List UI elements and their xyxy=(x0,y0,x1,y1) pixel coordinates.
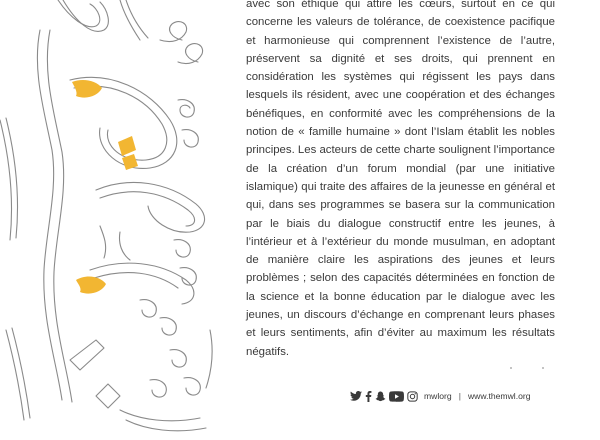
body-paragraph: avec son éthique qui attire les cœurs, surtout en ce qui concerne les valeurs de tolérance, de coexistence pacifique et harmonieuse qui comprennent l’existence de l’autre, préservent sa dignité et ses droits, qui prennent en considération les systèmes qui régissent les pays dans lesquels ils résident, avec une coopération et des échanges bénéfiques, en conformité avec les compréhensions de la notion de « famille humaine » dont l’Islam établit les nobles principes. Les acteurs de cette charte soulignent l’importance de la création d’un forum mondial (par une initiative islamique) qui traite des affaires de la jeunesse en général et qui, dans ses programmes se basera sur la communication par le biais du dialogue constructif entre les jeunes, à l’intérieur et à l’extérieur du monde musulman, en adoptant de manière claire les aspirations des jeunes et leurs problèmes ; selon des capacités déterminées en fonction de la science et la bonne éducation par le dialogue avec les jeunes, un discours d’échange en comprenant leurs phases et leurs sentiments, afin d’éviter au maximum les résultats négatifs. xyxy=(246,0,555,358)
snapchat-icon[interactable] xyxy=(375,391,386,402)
website-link[interactable]: www.themwl.org xyxy=(467,391,531,401)
facebook-icon[interactable] xyxy=(365,391,372,402)
instagram-icon[interactable] xyxy=(407,391,418,402)
social-icons xyxy=(350,391,418,402)
twitter-icon[interactable] xyxy=(350,391,362,401)
calligraphy-decoration xyxy=(0,0,230,440)
decorative-dots xyxy=(509,366,545,370)
footer xyxy=(350,388,558,404)
social-handle: mwlorg xyxy=(424,391,452,401)
footer-separator: | xyxy=(458,391,461,401)
youtube-icon[interactable] xyxy=(389,391,404,402)
